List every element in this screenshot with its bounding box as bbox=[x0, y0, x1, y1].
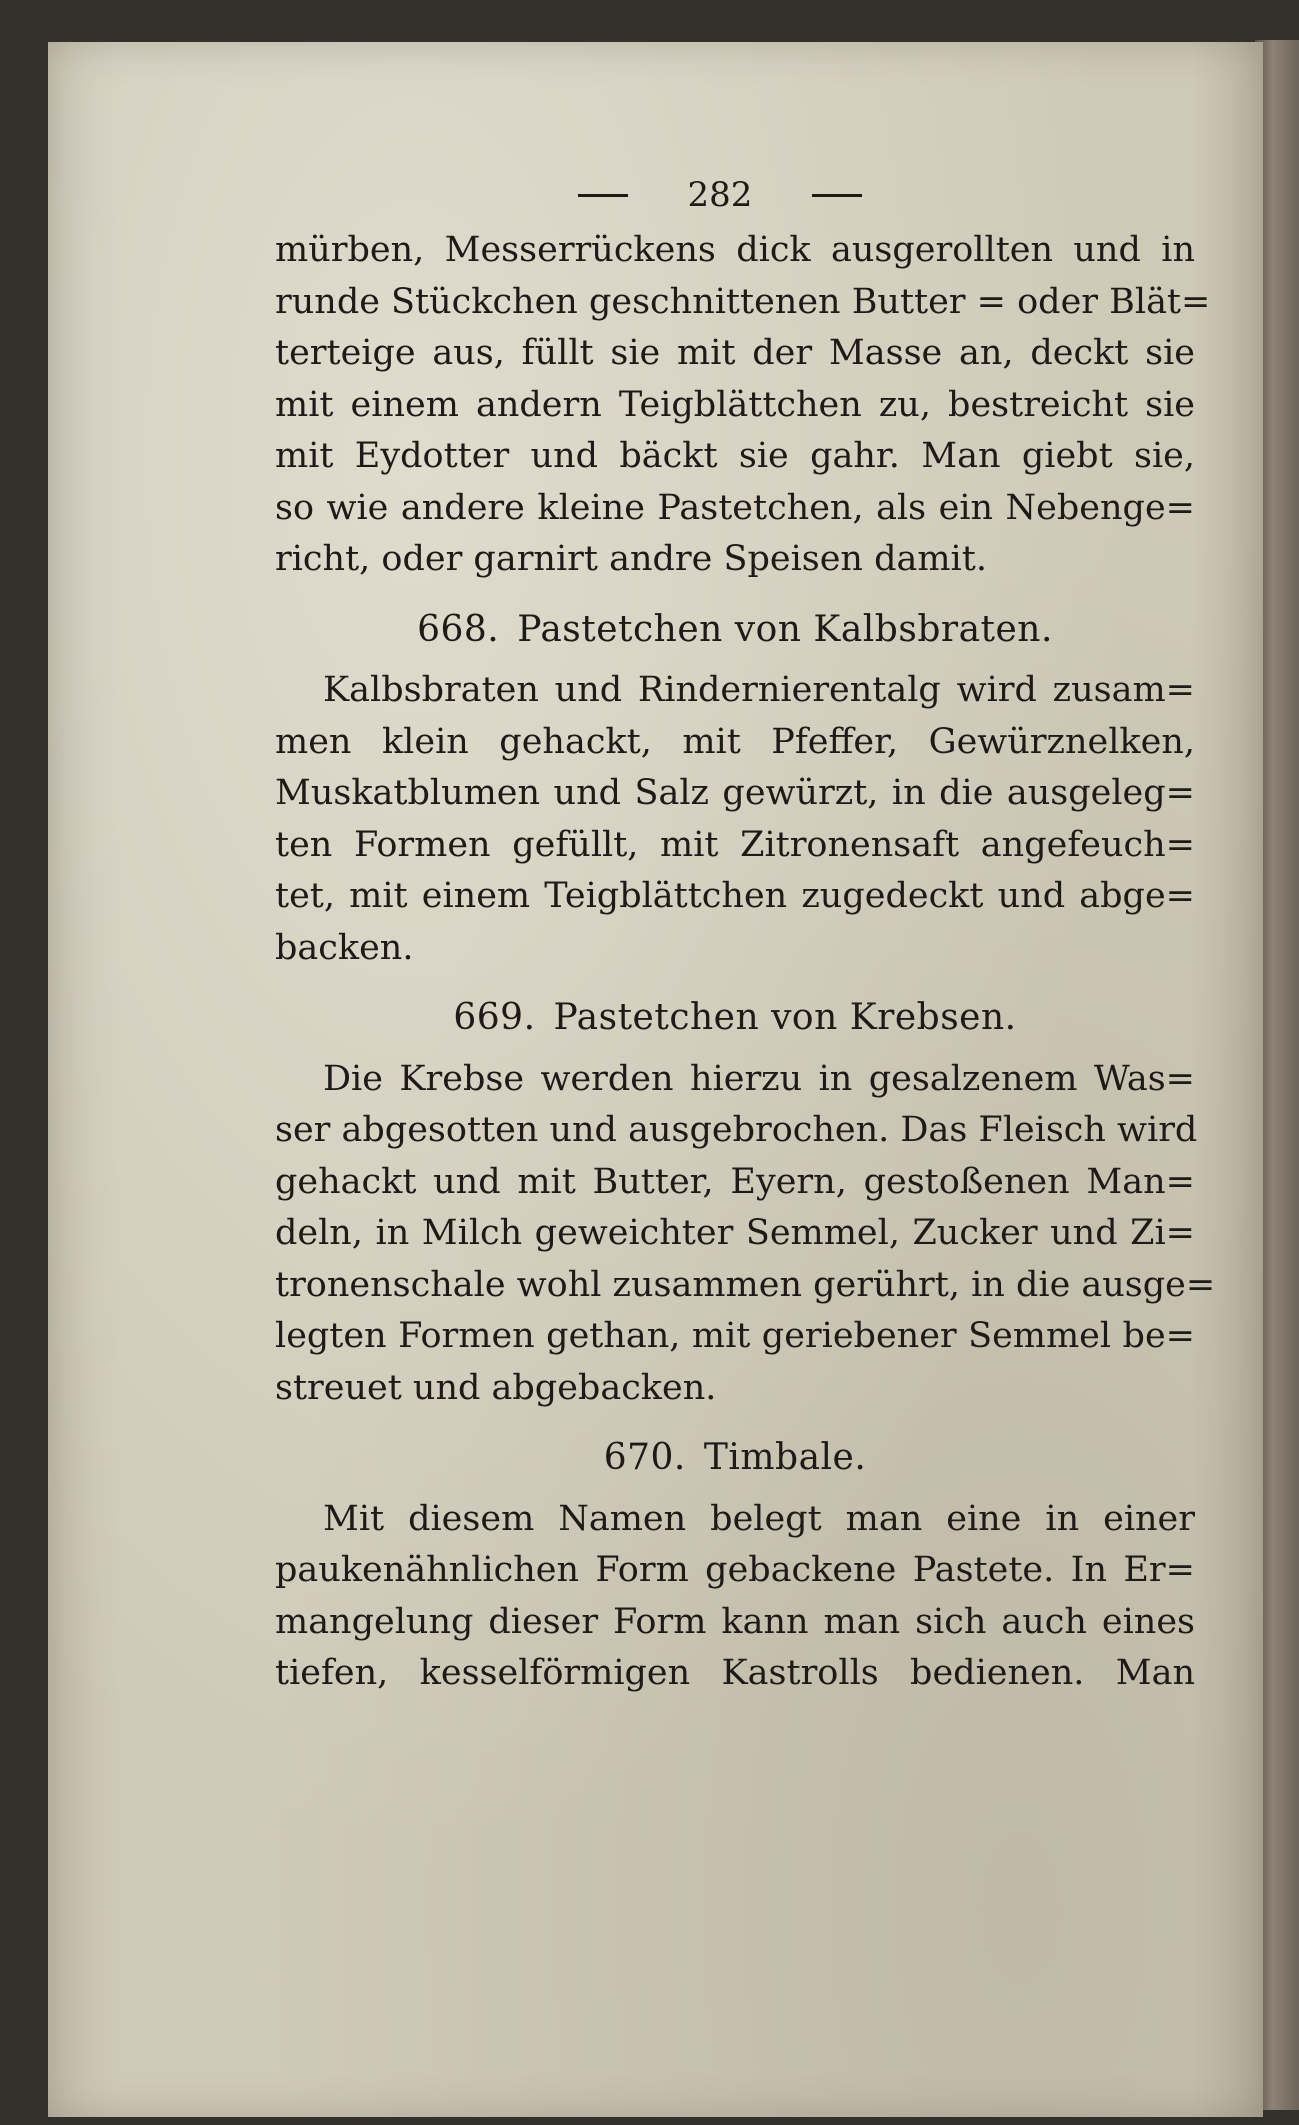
text-line: mangelung dieser Form kann man sich auch eines bbox=[275, 1601, 1195, 1642]
text-line: Die Krebse werden hierzu in gesalzenem Was= bbox=[323, 1058, 1195, 1099]
text-line: richt, oder garnirt andre Speisen damit. bbox=[275, 539, 987, 579]
intro-paragraph bbox=[275, 225, 1211, 586]
text-line: Kalbsbraten und Rindernierentalg wird zusam= bbox=[323, 670, 1195, 710]
recipe-title: Pastetchen von Kalbsbraten. bbox=[517, 608, 1053, 650]
text-line: deln, in Milch geweichter Semmel, Zucker und Zi= bbox=[275, 1213, 1195, 1253]
recipe-body-670 bbox=[275, 1494, 1195, 1700]
text-line: Muskatblumen und Salz gewürzt, in die ausgeleg= bbox=[275, 773, 1195, 813]
page-header bbox=[245, 165, 1195, 225]
text-block bbox=[275, 165, 1216, 1700]
recipe-heading-670 bbox=[275, 1432, 1195, 1484]
recipe-number: 668. bbox=[417, 608, 500, 650]
text-line: Mit diesem Namen belegt man eine in einer bbox=[323, 1498, 1195, 1539]
recipe-body-669 bbox=[275, 1054, 1216, 1415]
recipe-body-668 bbox=[275, 665, 1195, 974]
text-line: ten Formen gefüllt, mit Zitronensaft angefeuch= bbox=[275, 824, 1195, 865]
text-line: mürben, Messerrückens dick ausgerollten und in bbox=[275, 230, 1195, 270]
text-line: backen. bbox=[275, 927, 414, 968]
recipe-number: 669. bbox=[453, 997, 536, 1038]
text-line: streuet und abgebacken. bbox=[275, 1367, 717, 1408]
page-number: 282 bbox=[687, 175, 753, 215]
recipe-heading-668 bbox=[275, 604, 1195, 656]
text-line: paukenähnlichen Form gebackene Pastete. In Er= bbox=[275, 1550, 1195, 1590]
text-line: men klein gehackt, mit Pfeffer, Gewürznelken, bbox=[275, 721, 1195, 762]
text-line: mit einem andern Teigblättchen zu, bestreicht sie bbox=[275, 384, 1195, 425]
recipe-title: Pastetchen von Krebsen. bbox=[553, 997, 1017, 1038]
recipe-heading-669 bbox=[275, 992, 1195, 1044]
text-line: tiefen, kesselförmigen Kastrolls bedienen. Man bbox=[275, 1653, 1195, 1693]
text-line: terteige aus, füllt sie mit der Masse an, deckt sie bbox=[275, 333, 1195, 373]
text-line: so wie andere kleine Pastetchen, als ein Nebenge= bbox=[275, 487, 1195, 528]
text-line: gehackt und mit Butter, Eyern, gestoßenen Man= bbox=[275, 1161, 1195, 1202]
text-line: ser abgesotten und ausgebrochen. Das Fleisch wird bbox=[275, 1110, 1198, 1150]
text-line: legten Formen gethan, mit geriebener Semmel be= bbox=[275, 1316, 1195, 1356]
text-line: runde Stückchen geschnittenen Butter = oder Blät= bbox=[275, 281, 1211, 322]
header-dash-left bbox=[578, 194, 628, 197]
text-line: mit Eydotter und bäckt sie gahr. Man giebt sie, bbox=[275, 436, 1195, 476]
text-line: tronenschale wohl zusammen gerührt, in die ausge= bbox=[275, 1264, 1216, 1305]
recipe-title: Timbale. bbox=[703, 1437, 867, 1478]
header-dash-right bbox=[812, 194, 862, 197]
text-line: tet, mit einem Teigblättchen zugedeckt und abge= bbox=[275, 876, 1195, 916]
recipe-number: 670. bbox=[603, 1437, 686, 1478]
